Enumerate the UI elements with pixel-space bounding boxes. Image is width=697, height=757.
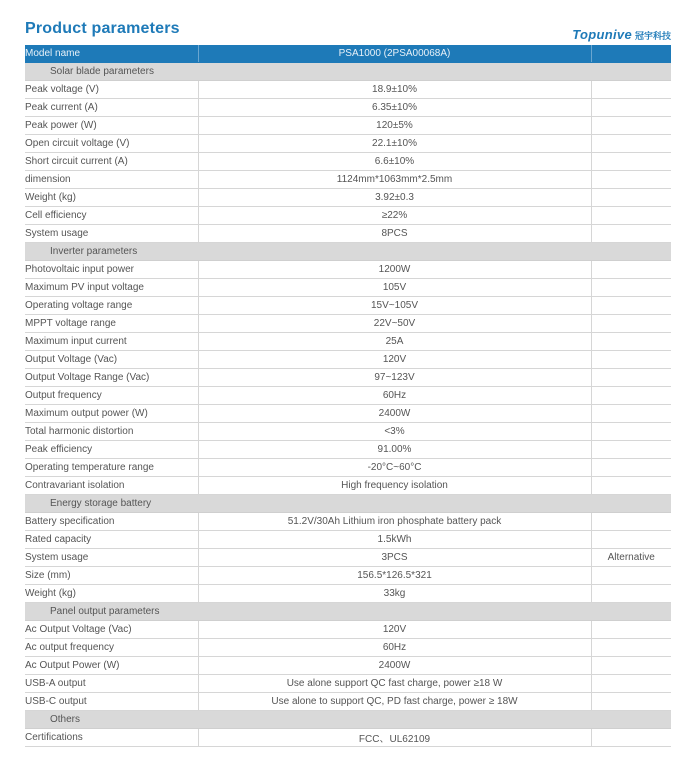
table-row: [25, 531, 671, 549]
param-name-cell: Certifications: [25, 729, 198, 747]
param-value-cell: <3%: [198, 423, 591, 441]
table-row: [25, 279, 671, 297]
param-note-cell: [591, 693, 671, 711]
table-row: [25, 729, 671, 747]
header-name-cell: Model name: [25, 45, 198, 63]
param-note-cell: [591, 297, 671, 315]
table-row: [25, 171, 671, 189]
param-name-cell: USB-C output: [25, 693, 198, 711]
param-name-cell: Peak power (W): [25, 117, 198, 135]
param-note-cell: [591, 81, 671, 99]
param-name-cell: System usage: [25, 225, 198, 243]
param-value-cell: 2400W: [198, 657, 591, 675]
table-row: [25, 315, 671, 333]
param-value-cell: 15V~105V: [198, 297, 591, 315]
param-note-cell: [591, 261, 671, 279]
param-value-cell: -20°C~60°C: [198, 459, 591, 477]
brand-logo-cjk: 冠宇科技: [634, 31, 671, 41]
param-name-cell: Cell efficiency: [25, 207, 198, 225]
param-note-cell: [591, 531, 671, 549]
param-value-cell: High frequency isolation: [198, 477, 591, 495]
param-name-cell: Short circuit current (A): [25, 153, 198, 171]
param-name-cell: Output Voltage (Vac): [25, 351, 198, 369]
param-value-cell: 6.35±10%: [198, 99, 591, 117]
param-value-cell: Use alone to support QC, PD fast charge, power ≥ 18W: [198, 693, 591, 711]
param-note-cell: [591, 279, 671, 297]
section-header-row: [25, 243, 671, 261]
table-row: [25, 567, 671, 585]
param-value-cell: 91.00%: [198, 441, 591, 459]
brand-logo: [572, 27, 671, 42]
param-name-cell: Maximum input current: [25, 333, 198, 351]
section-header-row: [25, 63, 671, 81]
param-name-cell: MPPT voltage range: [25, 315, 198, 333]
param-note-cell: Alternative: [591, 549, 671, 567]
param-name-cell: Operating voltage range: [25, 297, 198, 315]
param-note-cell: [591, 333, 671, 351]
param-value-cell: 1124mm*1063mm*2.5mm: [198, 171, 591, 189]
section-title: Solar blade parameters: [25, 63, 671, 81]
param-note-cell: [591, 477, 671, 495]
param-name-cell: System usage: [25, 549, 198, 567]
param-value-cell: ≥22%: [198, 207, 591, 225]
section-title: Inverter parameters: [25, 243, 671, 261]
table-row: [25, 405, 671, 423]
param-value-cell: 3PCS: [198, 549, 591, 567]
param-note-cell: [591, 225, 671, 243]
table-row: [25, 459, 671, 477]
param-value-cell: 60Hz: [198, 387, 591, 405]
param-note-cell: [591, 585, 671, 603]
param-name-cell: Maximum output power (W): [25, 405, 198, 423]
param-name-cell: Peak voltage (V): [25, 81, 198, 99]
param-name-cell: Rated capacity: [25, 531, 198, 549]
table-row: [25, 225, 671, 243]
param-name-cell: Contravariant isolation: [25, 477, 198, 495]
table-row: [25, 81, 671, 99]
param-note-cell: [591, 207, 671, 225]
param-name-cell: USB-A output: [25, 675, 198, 693]
brand-logo-latin: Topunive: [572, 27, 632, 42]
table-row: [25, 639, 671, 657]
param-note-cell: [591, 675, 671, 693]
param-value-cell: 120V: [198, 621, 591, 639]
param-name-cell: Peak efficiency: [25, 441, 198, 459]
param-value-cell: 18.9±10%: [198, 81, 591, 99]
param-name-cell: Photovoltaic input power: [25, 261, 198, 279]
table-row: [25, 351, 671, 369]
table-row: [25, 657, 671, 675]
param-value-cell: 51.2V/30Ah Lithium iron phosphate battery pack: [198, 513, 591, 531]
table-row: [25, 333, 671, 351]
param-value-cell: 25A: [198, 333, 591, 351]
param-name-cell: Output frequency: [25, 387, 198, 405]
param-note-cell: [591, 441, 671, 459]
param-name-cell: Size (mm): [25, 567, 198, 585]
param-name-cell: Weight (kg): [25, 585, 198, 603]
table-row: [25, 477, 671, 495]
param-value-cell: 33kg: [198, 585, 591, 603]
table-row: [25, 423, 671, 441]
param-note-cell: [591, 459, 671, 477]
param-note-cell: [591, 135, 671, 153]
param-note-cell: [591, 639, 671, 657]
param-value-cell: Use alone support QC fast charge, power ≥18 W: [198, 675, 591, 693]
table-row: [25, 135, 671, 153]
param-note-cell: [591, 729, 671, 747]
param-note-cell: [591, 153, 671, 171]
table-row: [25, 387, 671, 405]
param-name-cell: Ac Output Power (W): [25, 657, 198, 675]
param-value-cell: 8PCS: [198, 225, 591, 243]
param-name-cell: Ac output frequency: [25, 639, 198, 657]
header-note-cell: [591, 45, 671, 63]
table-row: [25, 297, 671, 315]
param-value-cell: 156.5*126.5*321: [198, 567, 591, 585]
section-header-row: [25, 711, 671, 729]
section-header-row: [25, 495, 671, 513]
header-value-cell: PSA1000 (2PSA00068A): [198, 45, 591, 63]
param-note-cell: [591, 171, 671, 189]
param-note-cell: [591, 369, 671, 387]
param-value-cell: 60Hz: [198, 639, 591, 657]
table-row: [25, 513, 671, 531]
param-value-cell: 22.1±10%: [198, 135, 591, 153]
param-value-cell: 3.92±0.3: [198, 189, 591, 207]
table-row: [25, 621, 671, 639]
table-row: [25, 189, 671, 207]
table-row: [25, 693, 671, 711]
param-name-cell: Battery specification: [25, 513, 198, 531]
page-title: Product parameters: [25, 20, 180, 37]
table-row: [25, 153, 671, 171]
param-value-cell: 6.6±10%: [198, 153, 591, 171]
table-row: [25, 207, 671, 225]
param-note-cell: [591, 423, 671, 441]
table-row: [25, 369, 671, 387]
param-name-cell: Output Voltage Range (Vac): [25, 369, 198, 387]
param-name-cell: Ac Output Voltage (Vac): [25, 621, 198, 639]
section-title: Others: [25, 711, 671, 729]
param-value-cell: 1.5kWh: [198, 531, 591, 549]
parameters-table: [25, 45, 671, 747]
param-note-cell: [591, 117, 671, 135]
param-note-cell: [591, 351, 671, 369]
param-note-cell: [591, 405, 671, 423]
param-name-cell: Operating temperature range: [25, 459, 198, 477]
param-name-cell: Peak current (A): [25, 99, 198, 117]
param-value-cell: 2400W: [198, 405, 591, 423]
section-title: Panel output parameters: [25, 603, 671, 621]
param-name-cell: Maximum PV input voltage: [25, 279, 198, 297]
param-note-cell: [591, 315, 671, 333]
param-name-cell: Total harmonic distortion: [25, 423, 198, 441]
table-row: [25, 549, 671, 567]
table-row: [25, 675, 671, 693]
table-row: [25, 117, 671, 135]
param-note-cell: [591, 657, 671, 675]
param-value-cell: 97~123V: [198, 369, 591, 387]
section-header-row: [25, 603, 671, 621]
param-value-cell: 120±5%: [198, 117, 591, 135]
param-name-cell: Open circuit voltage (V): [25, 135, 198, 153]
table-row: [25, 585, 671, 603]
param-value-cell: FCC、UL62109: [198, 729, 591, 747]
table-row: [25, 261, 671, 279]
param-value-cell: 1200W: [198, 261, 591, 279]
param-note-cell: [591, 387, 671, 405]
table-row: [25, 441, 671, 459]
param-value-cell: 120V: [198, 351, 591, 369]
page-header: [0, 0, 697, 44]
section-title: Energy storage battery: [25, 495, 671, 513]
param-note-cell: [591, 513, 671, 531]
param-note-cell: [591, 621, 671, 639]
param-value-cell: 105V: [198, 279, 591, 297]
param-value-cell: 22V~50V: [198, 315, 591, 333]
param-name-cell: Weight (kg): [25, 189, 198, 207]
param-note-cell: [591, 99, 671, 117]
table-header-row: [25, 45, 671, 63]
param-name-cell: dimension: [25, 171, 198, 189]
table-row: [25, 99, 671, 117]
param-note-cell: [591, 567, 671, 585]
param-note-cell: [591, 189, 671, 207]
